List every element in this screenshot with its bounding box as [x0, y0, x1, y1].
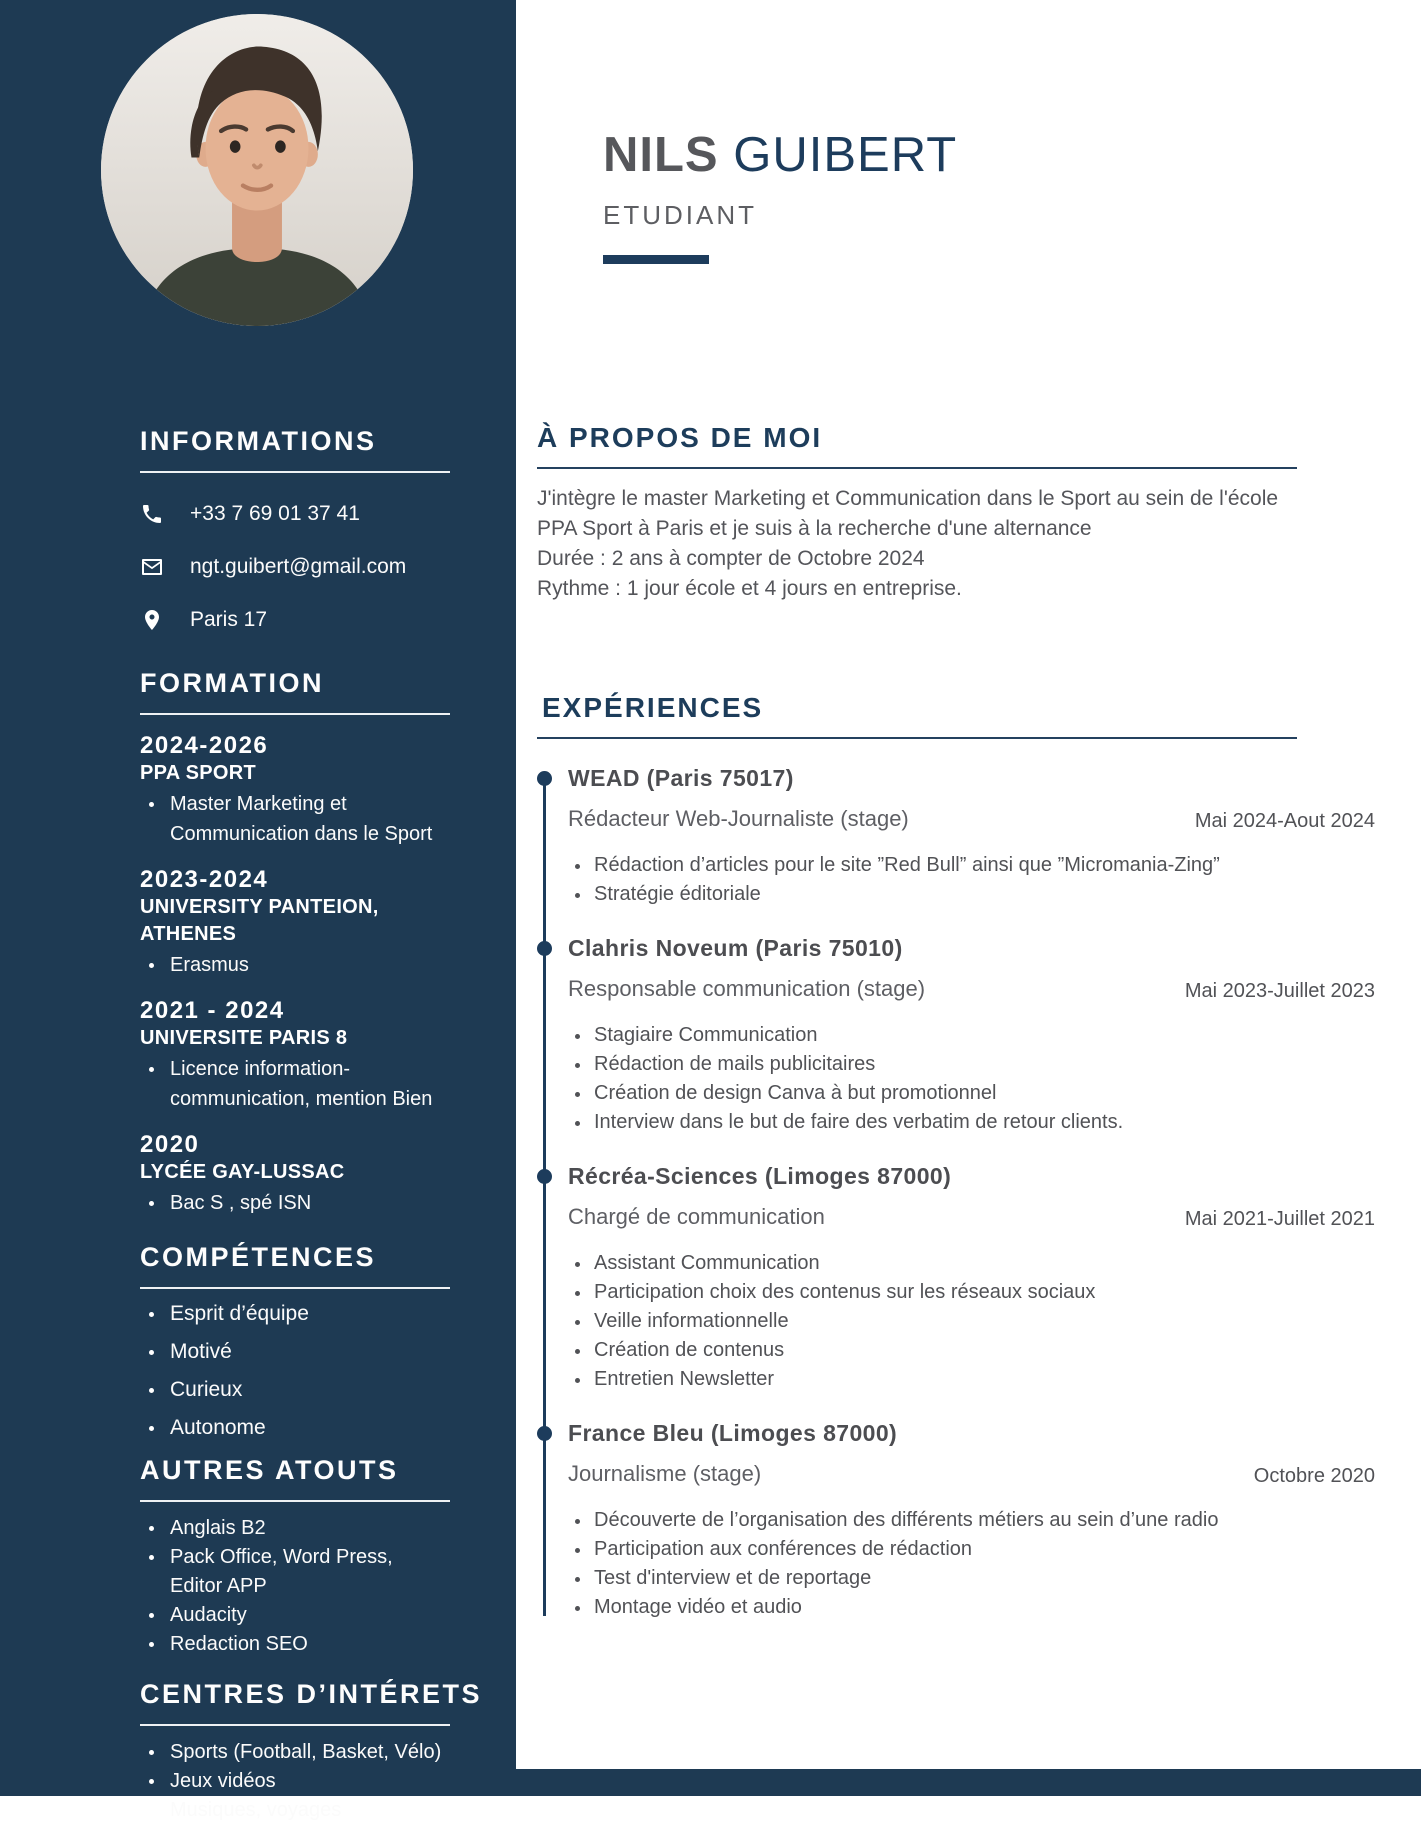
experience-bullet: Montage vidéo et audio	[568, 1593, 1228, 1622]
date-range: Mai 2021-Juillet 2021	[1184, 1208, 1375, 1230]
location-text: Paris 17	[190, 608, 268, 631]
role-title: Journalisme (stage)	[568, 1461, 762, 1486]
name-underline	[603, 255, 709, 264]
experience-entry	[537, 1418, 1375, 1622]
formation-detail: Master Marketing et Communication dans le Sport	[140, 789, 450, 849]
atout-item: Audacity	[140, 1601, 450, 1630]
formation-years: 2023-2024	[140, 866, 269, 893]
formation-years: 2024-2026	[140, 732, 269, 759]
timeline-dot-icon	[537, 771, 552, 786]
competence-item: Motivé	[140, 1339, 450, 1365]
experience-bullet: Participation aux conférences de rédaction	[568, 1535, 1228, 1564]
formation-years: 2021 - 2024	[140, 997, 285, 1024]
location-icon	[140, 608, 164, 632]
formation-detail: Licence information-communication, mention Bien	[140, 1054, 450, 1114]
competence-item: Esprit d’équipe	[140, 1301, 450, 1327]
centres-interets-rule	[140, 1724, 450, 1726]
interet-item: Jeux vidéos	[140, 1767, 450, 1796]
experience-bullet: Rédaction de mails publicitaires	[568, 1050, 1228, 1079]
atout-item: Pack Office, Word Press, Editor APP	[140, 1543, 450, 1601]
experience-bullet: Stratégie éditoriale	[568, 880, 1228, 909]
formation-rule	[140, 713, 450, 715]
footer-bar	[516, 1769, 1421, 1796]
interet-item: Musiques, voyages	[140, 1796, 450, 1825]
name-block	[603, 126, 957, 264]
centres-interets-section	[140, 1679, 483, 1825]
formation-school: UNIVERSITE PARIS 8	[140, 1027, 348, 1049]
experience-bullet: Rédaction d’articles pour le site ”Red Bull” ainsi que ”Micromania-Zing”	[568, 851, 1228, 880]
date-range: Octobre 2020	[1253, 1465, 1375, 1487]
company-name: WEAD (Paris 75017)	[568, 765, 794, 791]
autres-atouts-rule	[140, 1500, 450, 1502]
company-name: France Bleu (Limoges 87000)	[568, 1420, 898, 1446]
about-line: Durée : 2 ans à compter de Octobre 2024	[537, 547, 925, 570]
first-name: NILS	[603, 128, 719, 182]
experience-bullet: Entretien Newsletter	[568, 1365, 1228, 1394]
contact-email	[140, 555, 450, 579]
timeline-dot-icon	[537, 1426, 552, 1441]
contact-location	[140, 608, 450, 632]
page-title	[603, 126, 957, 184]
about-line: J'intègre le master Marketing et Communication dans le Sport au sein de l'école	[537, 487, 1279, 510]
experience-bullet: Découverte de l’organisation des différents métiers au sein d’une radio	[568, 1506, 1228, 1535]
job-title: ETUDIANT	[603, 200, 757, 230]
about-line: Rythme : 1 jour école et 4 jours en entreprise.	[537, 577, 962, 600]
date-range: Mai 2023-Juillet 2023	[1184, 980, 1375, 1002]
experience-entry	[537, 763, 1375, 909]
portrait-illustration	[101, 14, 413, 326]
informations-rule	[140, 471, 450, 473]
centres-interets-title: CENTRES D’INTÉRETS	[140, 1679, 483, 1709]
formation-school: UNIVERSITY PANTEION, ATHENES	[140, 896, 379, 945]
profile-photo	[101, 14, 413, 326]
sidebar-content	[140, 426, 483, 1825]
experience-bullet: Participation choix des contenus sur les réseaux sociaux	[568, 1278, 1228, 1307]
formation-entry	[140, 997, 450, 1114]
formation-title: FORMATION	[140, 668, 324, 698]
experience-bullet: Création de contenus	[568, 1336, 1228, 1365]
role-title: Chargé de communication	[568, 1204, 825, 1229]
experience-bullet: Veille informationnelle	[568, 1307, 1228, 1336]
last-name: GUIBERT	[733, 128, 958, 182]
experience-bullet: Assistant Communication	[568, 1249, 1228, 1278]
role-row	[568, 805, 1375, 835]
formation-section	[140, 668, 450, 1218]
experiences-section	[537, 692, 1375, 1622]
sidebar	[0, 0, 516, 1821]
role-row	[568, 1203, 1375, 1233]
experiences-title: EXPÉRIENCES	[542, 692, 764, 723]
experience-bullet: Création de design Canva à but promotionnel	[568, 1079, 1228, 1108]
autres-atouts-title: AUTRES ATOUTS	[140, 1455, 399, 1485]
mail-icon	[140, 555, 164, 579]
email-address: ngt.guibert@gmail.com	[190, 555, 407, 578]
timeline-dot-icon	[537, 1169, 552, 1184]
formation-school: LYCÉE GAY-LUSSAC	[140, 1161, 345, 1183]
company-name: Clahris Noveum (Paris 75010)	[568, 935, 903, 961]
about-title: À PROPOS DE MOI	[537, 422, 823, 453]
competences-title: COMPÉTENCES	[140, 1242, 377, 1272]
informations-section	[140, 426, 450, 632]
role-row	[568, 975, 1375, 1005]
contact-phone	[140, 502, 450, 526]
company-name: Récréa-Sciences (Limoges 87000)	[568, 1163, 952, 1189]
formation-detail: Bac S , spé ISN	[140, 1188, 450, 1218]
formation-entry	[140, 732, 450, 849]
formation-entry	[140, 1131, 450, 1218]
competences-rule	[140, 1287, 450, 1289]
role-title: Responsable communication (stage)	[568, 976, 926, 1001]
about-line: PPA Sport à Paris et je suis à la recherche d'une alternance	[537, 517, 1092, 540]
experience-bullet: Stagiaire Communication	[568, 1021, 1228, 1050]
formation-detail: Erasmus	[140, 950, 450, 980]
phone-icon	[140, 502, 164, 526]
about-rule	[537, 467, 1297, 469]
formation-entry	[140, 866, 450, 980]
experience-entry	[537, 1161, 1375, 1394]
experience-bullet: Test d'interview et de reportage	[568, 1564, 1228, 1593]
date-range: Mai 2024-Aout 2024	[1194, 810, 1375, 832]
competences-section	[140, 1242, 450, 1441]
experiences-timeline	[537, 763, 1375, 1622]
atout-item: Redaction SEO	[140, 1630, 450, 1659]
interet-item: Sports (Football, Basket, Vélo)	[140, 1738, 450, 1767]
formation-school: PPA SPORT	[140, 762, 257, 784]
competence-item: Curieux	[140, 1377, 450, 1403]
role-row	[568, 1460, 1375, 1490]
autres-atouts-section	[140, 1455, 450, 1659]
about-text	[537, 484, 1382, 604]
phone-number: +33 7 69 01 37 41	[190, 502, 360, 525]
experience-bullet: Interview dans le but de faire des verbatim de retour clients.	[568, 1108, 1228, 1137]
atout-item: Anglais B2	[140, 1514, 450, 1543]
formation-years: 2020	[140, 1131, 200, 1158]
experience-entry	[537, 933, 1375, 1137]
competence-item: Autonome	[140, 1415, 450, 1441]
experiences-rule	[537, 737, 1297, 739]
role-title: Rédacteur Web-Journaliste (stage)	[568, 806, 909, 831]
about-section	[537, 422, 1382, 604]
timeline-dot-icon	[537, 941, 552, 956]
informations-title: INFORMATIONS	[140, 426, 377, 456]
